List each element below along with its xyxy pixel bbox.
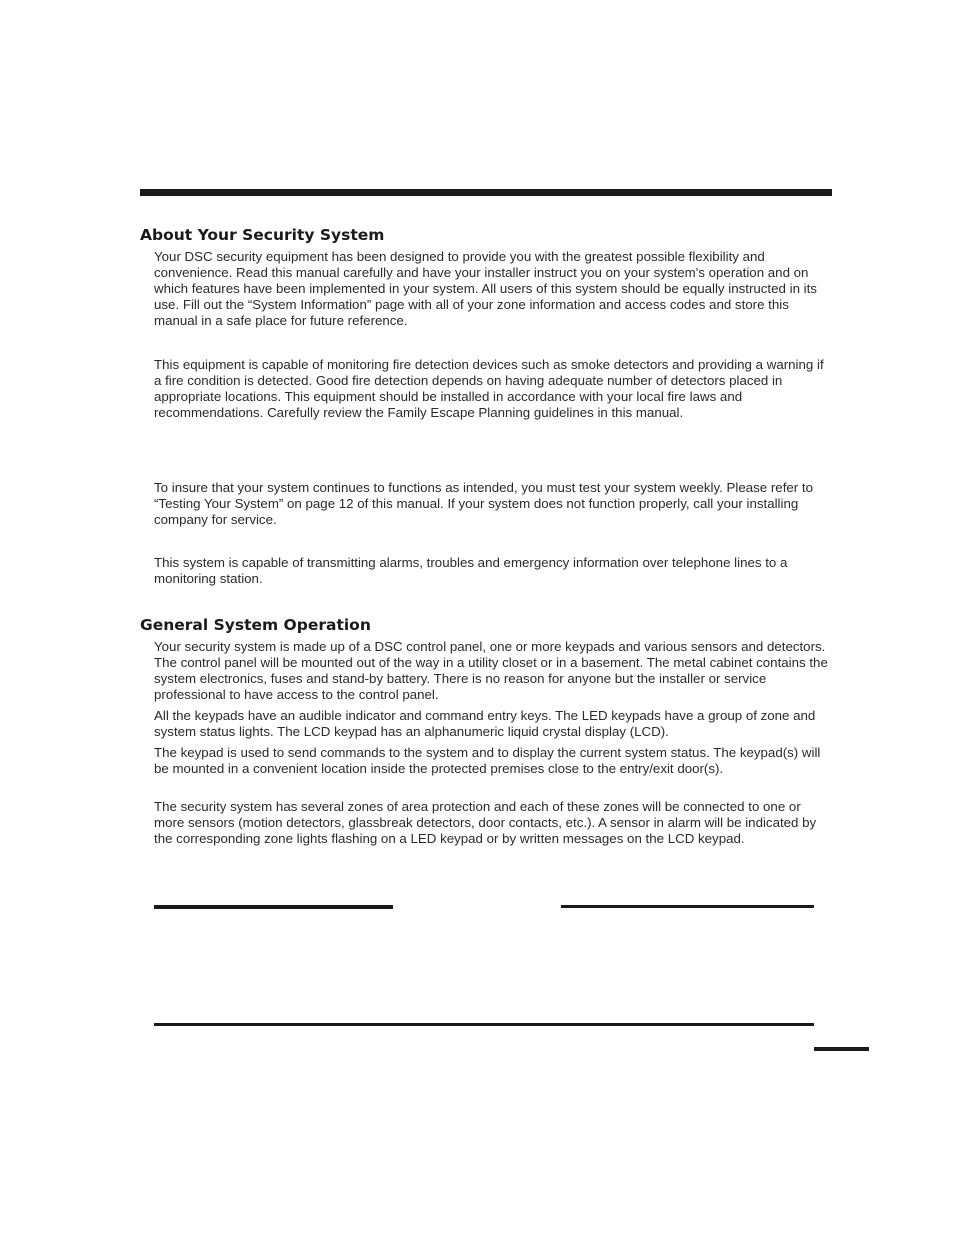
divider-bottom xyxy=(154,1023,814,1026)
section-heading-about: About Your Security System xyxy=(140,226,385,244)
divider-right xyxy=(561,905,814,908)
paragraph-general-1: Your security system is made up of a DSC control panel, one or more keypads and various sensors and detectors. The control panel will be mounted out of the way in a utility closet or in a basement. The metal cabinet contains the system electronics, fuses and stand-by battery. There is no reason for anyone but the installer or service professional to have access to the control panel. xyxy=(154,639,828,703)
paragraph-general-4: The security system has several zones of area protection and each of these zones will be connected to one or more sensors (motion detectors, glassbreak detectors, door contacts, etc.). A sensor in alarm will be indicated by the corresponding zone lights flashing on a LED keypad or by written messages on the LCD keypad. xyxy=(154,799,817,847)
section-heading-general: General System Operation xyxy=(140,616,371,634)
divider-left xyxy=(154,905,393,909)
paragraph-general-2: All the keypads have an audible indicator and command entry keys. The LED keypads have a group of zone and system status lights. The LCD keypad has an alphanumeric liquid crystal display (LCD). xyxy=(154,708,816,740)
paragraph-general-3: The keypad is used to send commands to the system and to display the current system status. The keypad(s) will be mounted in a convenient location inside the protected premises close to the entry/exit door(s). xyxy=(154,745,821,777)
paragraph-about-2: This equipment is capable of monitoring fire detection devices such as smoke detectors and providing a warning if a fire condition is detected. Good fire detection depends on having adequate number of detectors placed in appropriate locations. This equipment should be installed in accordance with your local fire laws and recommendations. Carefully review the Family Escape Planning guidelines in this manual. xyxy=(154,357,824,421)
page-corner-rule xyxy=(814,1047,869,1051)
top-rule xyxy=(140,189,832,196)
paragraph-about-4: This system is capable of transmitting alarms, troubles and emergency information over telephone lines to a monitoring station. xyxy=(154,555,788,587)
paragraph-about-3: To insure that your system continues to functions as intended, you must test your system weekly. Please refer to “Testing Your System” on page 12 of this manual. If your system does not function properly, call your installing company for service. xyxy=(154,480,814,528)
paragraph-about-1: Your DSC security equipment has been designed to provide you with the greatest possible flexibility and convenience. Read this manual carefully and have your installer instruct you on your system's operation and on which features have been implemented in your system. All users of this system should be equally instructed in its use. Fill out the “System Information” page with all of your zone information and access codes and store this manual in a safe place for future reference. xyxy=(154,249,817,329)
